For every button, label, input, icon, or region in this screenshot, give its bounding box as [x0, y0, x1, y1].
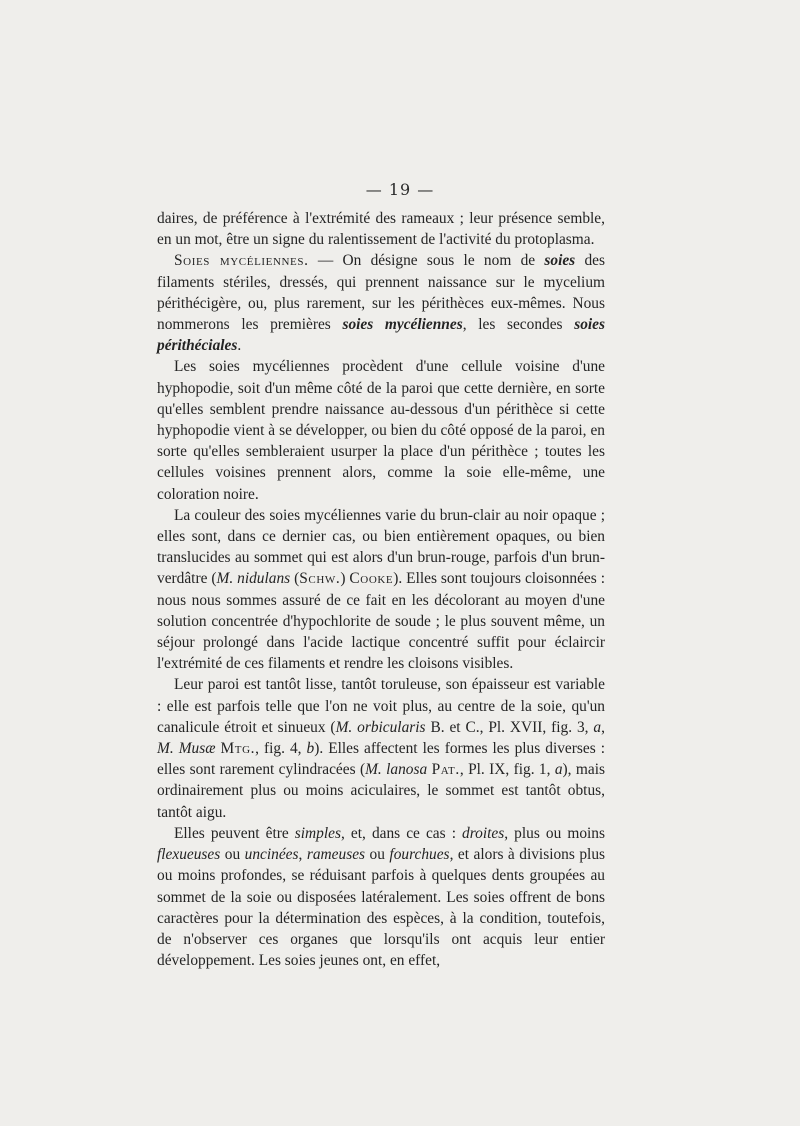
- page-number: — 19 —: [365, 180, 435, 199]
- styled-text-run: droites: [462, 824, 505, 842]
- text-run: , fig. 4,: [255, 740, 307, 758]
- text-run: .: [237, 337, 242, 355]
- styled-text-run: Pat.: [431, 761, 460, 779]
- text-run: — On désigne sous le nom de: [308, 252, 545, 270]
- styled-text-run: a: [593, 718, 602, 736]
- text-run: ). Elles sont toujours cloisonnées : nous nous sommes assuré de ce fait en les décolorant au moyen d'une solution concentrée d'hypochlorite de soude ; le plus souvent même, un séjour prolongé dans l'acide lactique concentré suffit pour éclaircir l'extrémité de ces filaments et rendre les cloisons visibles.: [157, 570, 605, 673]
- styled-text-run: simples: [294, 824, 341, 842]
- styled-text-run: soies mycéliennes: [342, 316, 463, 334]
- text-run: B. et C., Pl. XVII, fig. 3,: [425, 718, 594, 736]
- text-run: ), mais ordinairement plus ou moins aciculaires, le sommet est tantôt obtus, tantôt aigu.: [157, 761, 605, 821]
- text-run: ou: [220, 846, 245, 864]
- styled-text-run: rameuses: [306, 846, 366, 864]
- text-run: daires, de préférence à l'extrémité des rameaux ; leur présence semble, en un mot, être un signe du ralentissement de l'activité du protoplasma.: [157, 210, 605, 249]
- text-run: , et alors à divisions plus ou moins profondes, se réduisant parfois à quelques dents groupées au sommet de la soie ou disposées latéralement. Les soies offrent de bons caractères pour la détermination des espèces, à la condition, toutefois, de n'observer ces organes que lorsqu'ils ont acquis leur entier développement. Les soies jeunes ont, en effet,: [157, 846, 606, 970]
- paragraph: [157, 208, 605, 250]
- text-run: ). Elles affectent les formes les plus diverses : elles sont rarement cylindracées (: [157, 740, 605, 779]
- text-run: ou: [365, 846, 390, 864]
- text-run: ): [340, 570, 350, 588]
- styled-text-run: b: [306, 740, 315, 758]
- text-run: , Pl. IX, fig. 1,: [459, 761, 555, 779]
- styled-text-run: M. lanosa: [365, 761, 428, 779]
- styled-text-run: Soies mycéliennes.: [174, 252, 309, 270]
- paragraph: [157, 823, 605, 971]
- text-run: ,: [601, 718, 605, 736]
- styled-text-run: soies: [544, 252, 576, 270]
- styled-text-run: M. orbicularis: [335, 718, 426, 736]
- text-run: ,: [298, 846, 307, 864]
- styled-text-run: Mtg.: [220, 740, 256, 758]
- styled-text-run: Schw.: [299, 570, 341, 588]
- styled-text-run: fourchues: [389, 846, 450, 864]
- paragraph: [157, 505, 605, 675]
- text-run: , plus ou moins: [504, 824, 605, 842]
- styled-text-run: Cooke: [349, 570, 394, 588]
- text-run: Les soies mycéliennes procèdent d'une cellule voisine d'une hyphopodie, soit d'un même côté de la paroi que cette dernière, en sorte qu'elles semblent prendre naissance au-dessous d'un périthèce si cette hyphopodie vient à se développer, ou bien du côté opposé de la paroi, en sorte qu'elles sembleraient usurper la place d'un périthèce ; toutes les cellules voisines prennent alors, comme la soie elle-même, une coloration noire.: [157, 358, 605, 503]
- styled-text-run: M. nidulans: [216, 570, 291, 588]
- body-text: [157, 208, 605, 971]
- styled-text-run: uncinées: [244, 846, 299, 864]
- text-run: La couleur des soies mycéliennes varie du brun-clair au noir opaque ; elles sont, dans ce dernier cas, ou bien entièrement opaques, ou bien translucides au sommet qui est alors d'un brun-rouge, parfois d'un brun-verdâtre (: [157, 506, 605, 588]
- paragraph: [157, 356, 605, 504]
- styled-text-run: soies périthéciales: [157, 316, 606, 355]
- styled-text-run: a: [554, 761, 563, 779]
- text-run: Leur paroi est tantôt lisse, tantôt toruleuse, son épaisseur est variable : elle est parfois telle que l'on ne voit plus, au centre de la soie, qu'un canalicule étroit et sinueux (: [157, 676, 605, 736]
- text-run: Elles peuvent être: [174, 824, 295, 842]
- text-run: (: [290, 570, 300, 588]
- styled-text-run: flexueuses: [157, 846, 221, 864]
- text-run: , et, dans ce cas :: [340, 824, 463, 842]
- text-run: des filaments stériles, dressés, qui prennent naissance sur le mycelium périthécigère, ou, plus rarement, sur les périthèces eux-mêmes. Nous nommerons les premières: [157, 252, 605, 334]
- text-run: , les secondes: [462, 316, 575, 334]
- paragraph: [157, 674, 605, 822]
- paragraph: [157, 250, 605, 356]
- styled-text-run: M. Musæ: [157, 740, 216, 758]
